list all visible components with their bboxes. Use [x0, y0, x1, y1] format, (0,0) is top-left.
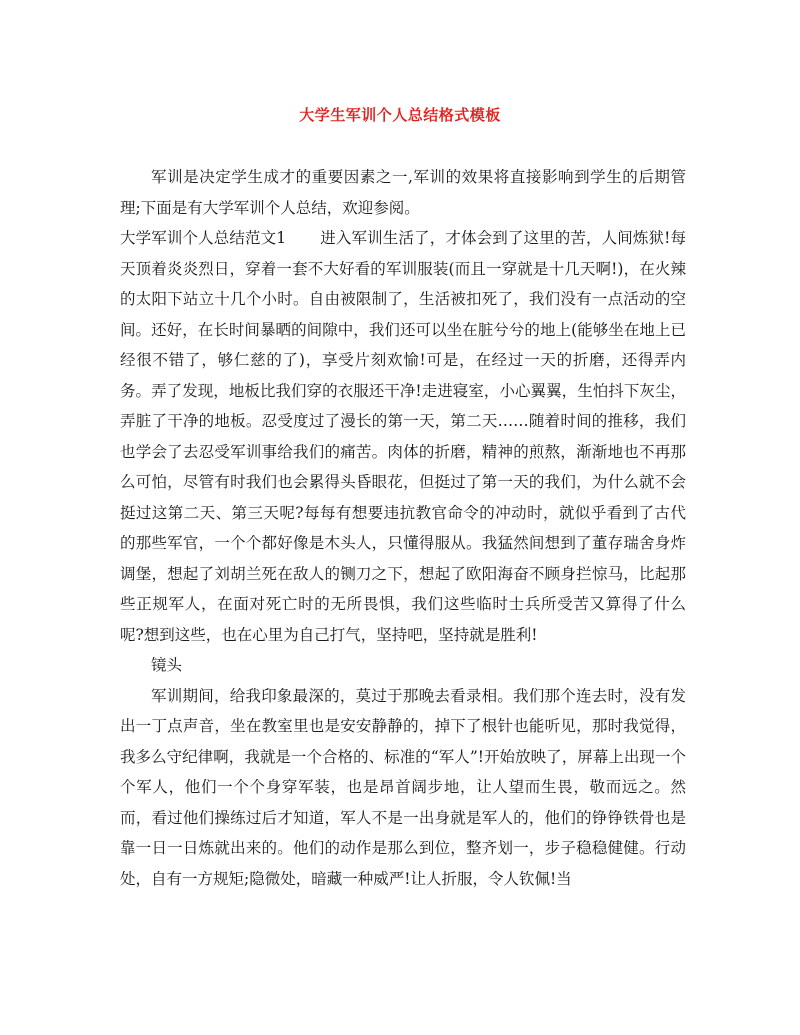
sample-paragraph: [120, 223, 686, 650]
document-body: [120, 162, 686, 894]
sample-label: 大学军训个人总结范文1: [120, 229, 287, 247]
document-title: 大学生军训个人总结格式模板: [299, 106, 501, 124]
intro-paragraph: 军训是决定学生成才的重要因素之一,军训的效果将直接影响到学生的后期管理;下面是有大学军训个人总结，欢迎参阅。: [120, 168, 686, 217]
section-heading: 镜头: [151, 656, 183, 674]
section-paragraph: 军训期间，给我印象最深的，莫过于那晚去看录相。我们那个连去时，没有发出一丁点声音，坐在教室里也是安安静静的，掉下了根针也能听见，那时我觉得，我多么守纪律啊，我就是一个合格的、标准的“军人”!开始放映了，屏幕上出现一个个军人，他们一个个身穿军装，也是昂首阔步地，让人望而生畏，敬而远之。然而，看过他们操练过后才知道，军人不是一出身就是军人的，他们的铮铮铁骨也是靠一日一日炼就出来的。他们的动作是那么到位，整齐划一，步子稳稳健健。行动处，自有一方规矩;隐微处，暗藏一种威严!让人折服，令人钦佩!当: [120, 686, 686, 888]
sample-body: 进入军训生活了，才体会到了这里的苦，人间炼狱!每天顶着炎炎烈日，穿着一套不大好看的军训服装(而且一穿就是十几天啊!)，在火辣的太阳下站立十几个小时。自由被限制了，生活被扣死了，我们没有一点活动的空间。还好，在长时间暴晒的间隙中，我们还可以坐在脏兮兮的地上(能够坐在地上已经很不错了，够仁慈的了)，享受片刻欢愉!可是，在经过一天的折磨，还得弄内务。弄了发现，地板比我们穿的衣服还干净!走进寝室，小心翼翼，生怕抖下灰尘，弄脏了干净的地板。忍受度过了漫长的第一天，第二天……随着时间的推移，我们也学会了去忍受军训事给我们的痛苦。肉体的折磨，精神的煎熬，渐渐地也不再那么可怕，尽管有时我们也会累得头昏眼花，但挺过了第一天的我们，为什么就不会挺过这第二天、第三天呢?每每有想要违抗教官命令的冲动时，就似乎看到了古代的那些军官，一个个都好像是木头人，只懂得服从。我猛然间想到了董存瑞舍身炸调堡，想起了刘胡兰死在敌人的铡刀之下，想起了欧阳海奋不顾身拦惊马，比起那些正规军人，在面对死亡时的无所畏惧，我们这些临时士兵所受苦又算得了什么呢?想到这些，也在心里为自己打气，坚持吧，坚持就是胜利!: [120, 229, 686, 644]
